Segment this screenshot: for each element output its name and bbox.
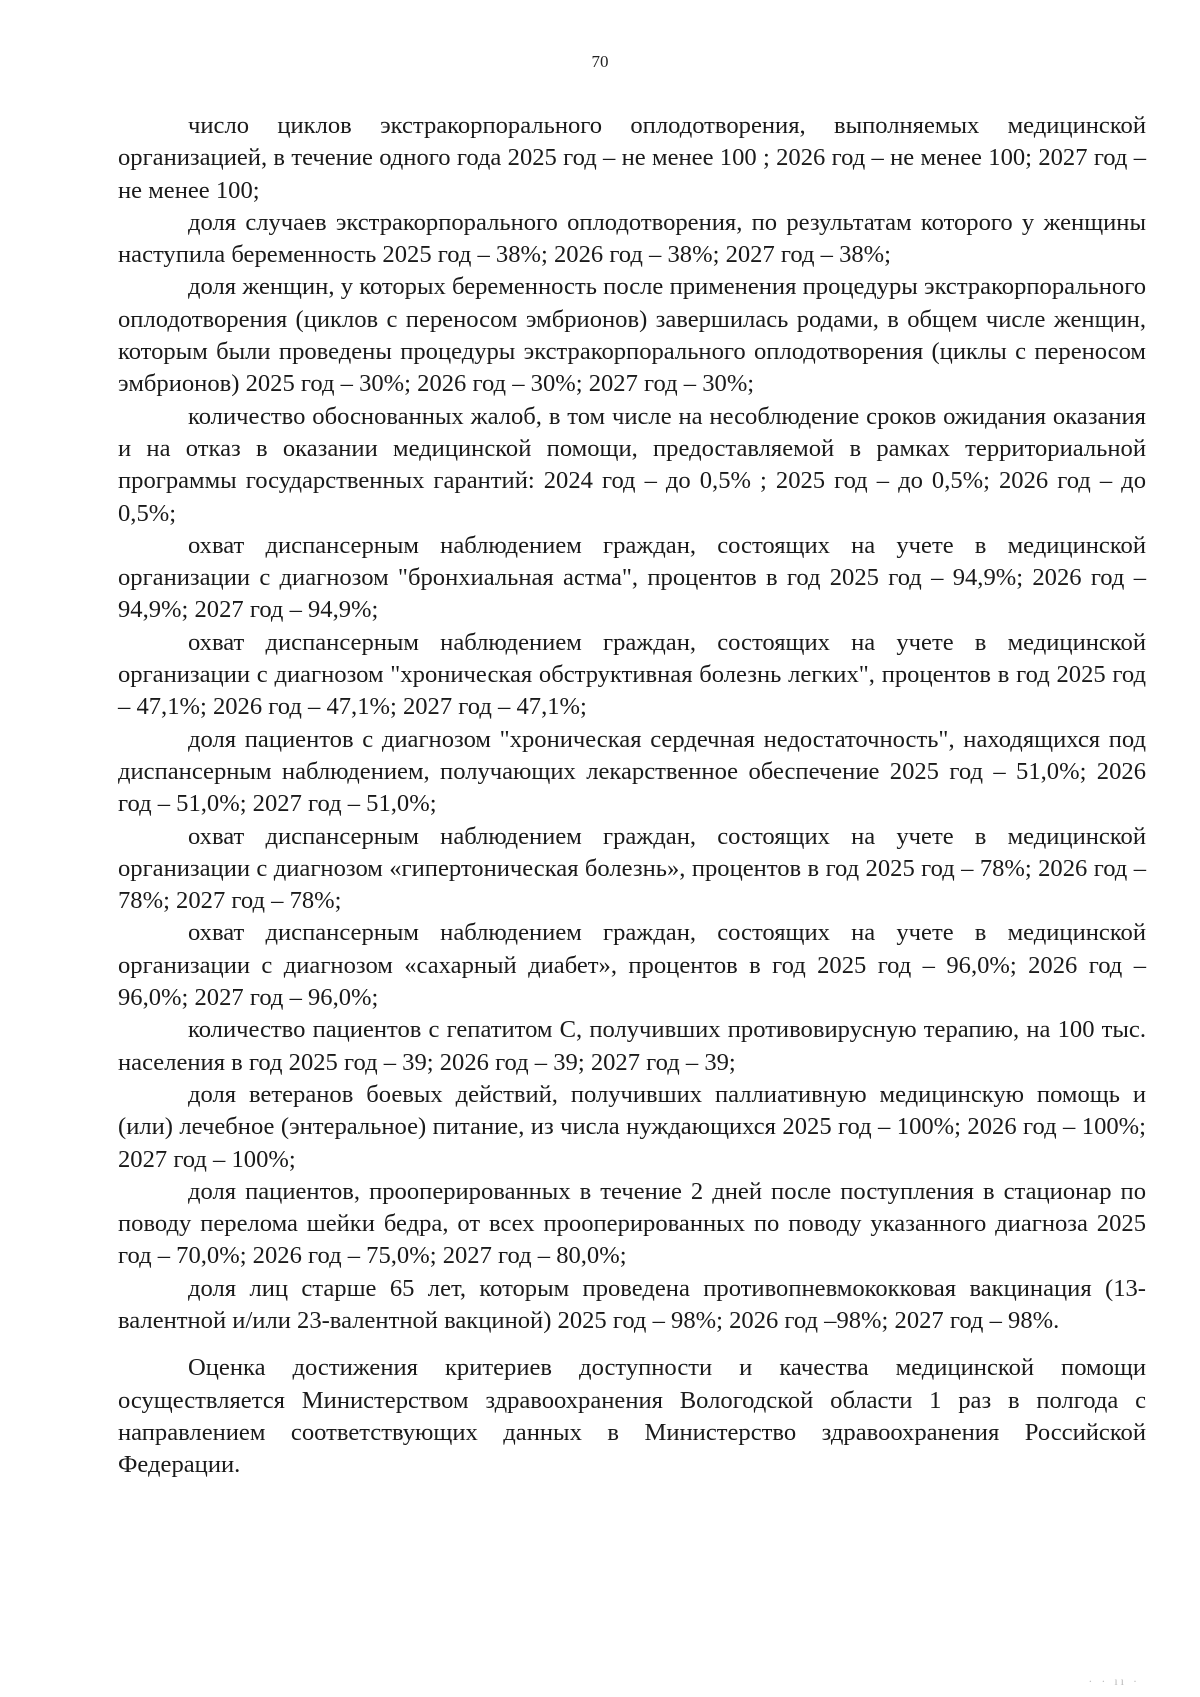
paragraph-complaints: количество обоснованных жалоб, в том числе на несоблюдение сроков ожидания оказания и на отказ в оказании медицинской помощи, предоставляемой в рамках территориальной программы государственных гарантий: 2024 год – до 0,5% ; 2025 год – до 0,5%; 2026 год – до 0,5%; — [118, 402, 1146, 527]
paragraph-hip-fracture: доля пациентов, прооперированных в течение 2 дней после поступления в стационар по поводу перелома шейки бедра, от всех прооперированных по поводу указанного диагноза 2025 год – 70,0%; 2026 год – 75,0%; 2027 год – 80,0%; — [118, 1177, 1146, 1270]
page-number: 70 — [591, 52, 609, 71]
paragraph-ivf-pregnancy: доля случаев экстракорпорального оплодотворения, по результатам которого у женщины наступила беременность 2025 год – 38%; 2026 год – 38%; 2027 год – 38%; — [118, 208, 1146, 269]
document-body — [118, 110, 1146, 1481]
paragraph-hepatitis-c: количество пациентов с гепатитом С, получивших противовирусную терапию, на 100 тыс. населения в год 2025 год – 39; 2026 год – 39; 2027 год – 39; — [118, 1016, 1146, 1076]
paragraph-diabetes: охват диспансерным наблюдением граждан, состоящих на учете в медицинской организации с диагнозом «сахарный диабет», процентов в год 2025 год – 96,0%; 2026 год – 96,0%; 2027 год – 96,0%; — [118, 919, 1146, 1012]
paragraph-veterans: доля ветеранов боевых действий, получивших паллиативную медицинскую помощь и (или) лечебное (энтеральное) питание, из числа нуждающихся 2025 год – 100%; 2026 год – 100%; 2027 год – 100%; — [118, 1080, 1146, 1173]
paragraph-asthma: охват диспансерным наблюдением граждан, состоящих на учете в медицинской организации с диагнозом "бронхиальная астма", процентов в год 2025 год – 94,9%; 2026 год – 94,9%; 2027 год – 94,9%; — [118, 531, 1146, 624]
paragraph-assessment: Оценка достижения критериев доступности и качества медицинской помощи осуществляется Министерством здравоохранения Вологодской области 1 раз в полгода с направлением соответствующих данных в Министерство здравоохранения Российской Федерации. — [118, 1354, 1146, 1479]
paragraph-ivf-cycles: число циклов экстракорпорального оплодотворения, выполняемых медицинской организацией, в течение одного года 2025 год – не менее 100 ; 2026 год – не менее 100; 2027 год – не менее 100; — [118, 112, 1146, 204]
paragraph-copd: охват диспансерным наблюдением граждан, состоящих на учете в медицинской организации с диагнозом "хроническая обструктивная болезнь легких", процентов в год 2025 год – 47,1%; 2026 год – 47,1%; 2027 год – 47,1%; — [118, 628, 1146, 721]
paragraph-vaccination: доля лиц старше 65 лет, которым проведена противопневмококковая вакцинация (13-валентной и/или 23-валентной вакциной) 2025 год – 98%; 2026 год –98%; 2027 год – 98%. — [118, 1274, 1146, 1334]
paragraph-ivf-births: доля женщин, у которых беременность после применения процедуры экстракорпорального оплодотворения (циклов с переносом эмбрионов) завершилась родами, в общем числе женщин, которым были проведены процедуры экстракорпорального оплодотворения (циклы с переносом эмбрионов) 2025 год – 30%; 2026 год – 30%; 2027 год – 30%; — [118, 273, 1146, 398]
paragraph-hypertension: охват диспансерным наблюдением граждан, состоящих на учете в медицинской организации с диагнозом «гипертоническая болезнь», процентов в год 2025 год – 78%; 2026 год – 78%; 2027 год – 78%; — [118, 822, 1146, 915]
paragraph-heart-failure: доля пациентов с диагнозом "хроническая сердечная недостаточность", находящихся под диспансерным наблюдением, получающих лекарственное обеспечение 2025 год – 51,0%; 2026 год – 51,0%; 2027 год – 51,0%; — [118, 725, 1146, 818]
scan-artifact: · · ıı · — [1088, 1674, 1140, 1688]
